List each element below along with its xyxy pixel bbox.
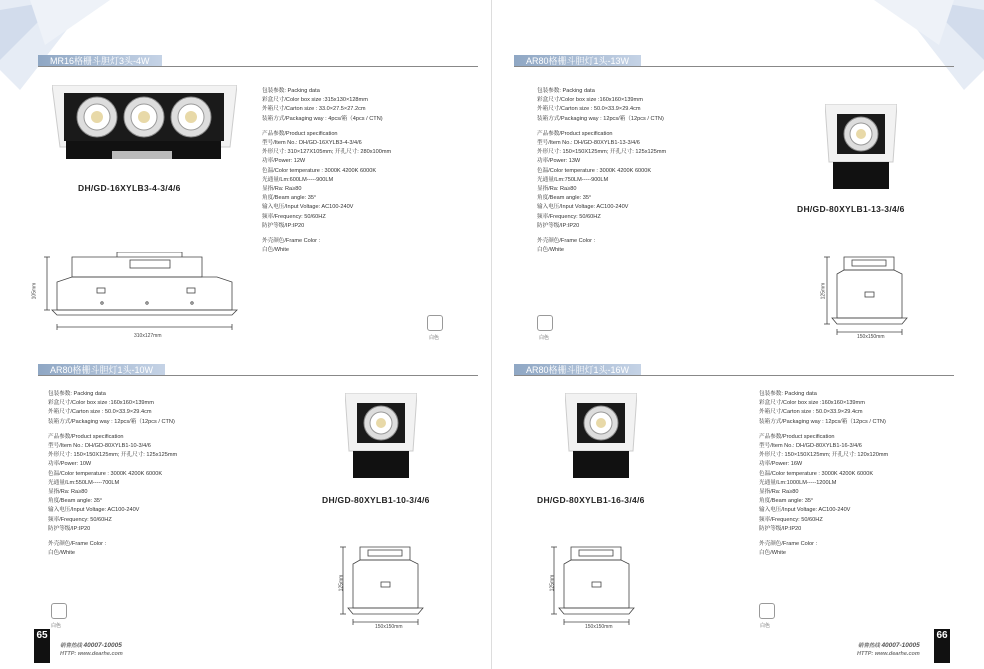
dimension-height: 125mm xyxy=(338,574,345,592)
packing-header: 包装参数: Packing data xyxy=(48,391,106,397)
frequency: 频率/Frequency: 50/60HZ xyxy=(537,213,601,220)
technical-drawing-side xyxy=(822,252,917,337)
footer xyxy=(857,642,920,658)
footer xyxy=(60,642,123,658)
page-number: 65 xyxy=(34,629,50,663)
right-page xyxy=(492,0,984,669)
page-number: 66 xyxy=(934,629,950,663)
beam-angle: 角度/Beam angle: 35° xyxy=(759,498,814,505)
ip-rating: 防护等级/IP:IP20 xyxy=(537,222,580,229)
packing-header: 包装参数: Packing data xyxy=(759,391,817,397)
dimension-height: 105mm xyxy=(31,282,38,300)
fixture-photo-1-head xyxy=(345,393,417,478)
carton-size: 外箱尺寸/Carton size : 50.0×33.9×29.4cm xyxy=(537,106,641,113)
frame-color: 白色/White xyxy=(262,247,290,254)
lumen: 光通量/Lm:750LM-----900LM xyxy=(537,176,609,183)
section-title: AR80格栅斗胆灯1头-16W xyxy=(514,364,641,376)
spec-header: 产品参数/Product specification xyxy=(759,433,835,440)
model-number: DH/GD-80XYLB1-13-3/4/6 xyxy=(797,204,905,214)
dimension-width: 150x150mm xyxy=(585,624,613,630)
frequency: 频率/Frequency: 50/60HZ xyxy=(759,516,823,523)
frame-color: 白色/White xyxy=(48,550,76,557)
frame-color-header: 外壳颜色/Frame Color : xyxy=(759,541,818,548)
frame-color: 白色/White xyxy=(537,247,565,254)
frame-color-header: 外壳颜色/Frame Color : xyxy=(537,238,596,245)
input-voltage: 输入电压/Input Voltage: AC100-240V xyxy=(262,204,354,211)
dimensions: 外形尺寸: 150×150X125mm; 开孔尺寸: 125x125mm xyxy=(48,452,178,459)
frame-color-swatch xyxy=(537,315,553,331)
spec-header: 产品参数/Product specification xyxy=(48,433,124,440)
ra: 显指/Ra: Ra≥80 xyxy=(48,489,88,496)
ra: 显指/Ra: Ra≥80 xyxy=(759,489,799,496)
fixture-photo-1-head xyxy=(565,393,637,478)
decorative-swoosh xyxy=(864,0,984,90)
item-no: 型号/Item No.: DH/GD-80XYLB1-13-3/4/6 xyxy=(537,140,640,147)
frame-color-swatch xyxy=(51,603,67,619)
decorative-swoosh xyxy=(0,0,120,90)
input-voltage: 输入电压/Input Voltage: AC100-240V xyxy=(759,507,851,514)
ra: 显指/Ra: Ra≥80 xyxy=(537,186,577,193)
frame-color-header: 外壳颜色/Frame Color : xyxy=(48,541,107,548)
hotline-label: 销售热线 xyxy=(857,643,880,649)
dimension-height: 125mm xyxy=(549,574,556,592)
frequency: 频率/Frequency: 50/60HZ xyxy=(48,516,112,523)
dimension-width: 310x127mm xyxy=(134,333,162,339)
technical-drawing-side xyxy=(338,542,428,627)
beam-angle: 角度/Beam angle: 35° xyxy=(48,498,103,505)
lumen: 光通量/Lm:600LM-----900LM xyxy=(262,176,334,183)
frame-color-swatch xyxy=(427,315,443,331)
fixture-photo-1-head xyxy=(825,104,897,189)
swatch-label: 白色 xyxy=(429,335,440,341)
ra: 显指/Ra: Ra≥80 xyxy=(262,186,302,193)
fixture-photo-3-head xyxy=(52,85,237,160)
section-rule xyxy=(38,66,478,67)
dimension-width: 150x150mm xyxy=(857,334,885,340)
input-voltage: 输入电压/Input Voltage: AC100-240V xyxy=(537,204,629,211)
swatch-label: 白色 xyxy=(760,623,771,629)
website: HTTP: www.dearhe.com xyxy=(857,651,920,657)
technical-drawing-side xyxy=(549,542,639,627)
dimension-height: 125mm xyxy=(820,282,827,300)
carton-size: 外箱尺寸/Carton size : 50.0×33.9×29.4cm xyxy=(759,409,863,416)
hotline: 40007-10005 xyxy=(881,642,920,649)
packing-header: 包装参数: Packing data xyxy=(537,88,595,94)
item-no: 型号/Item No.: DH/GD-80XYLB1-10-3/4/6 xyxy=(48,443,151,450)
spec-block xyxy=(537,87,666,255)
ip-rating: 防护等级/IP:IP20 xyxy=(262,222,305,229)
lumen: 光通量/Lm:1000LM-----1200LM xyxy=(759,479,837,486)
packaging-way: 装箱方式/Packaging way : 12pcs/箱（12pcs / CTN) xyxy=(759,418,886,425)
frame-color: 白色/White xyxy=(759,550,787,557)
spec-header: 产品参数/Product specification xyxy=(262,130,338,137)
item-no: 型号/Item No.: DH/GD-80XYLB1-16-3/4/6 xyxy=(759,443,862,450)
ip-rating: 防护等级/IP:IP20 xyxy=(48,525,91,532)
packaging-way: 装箱方式/Packaging way : 12pcs/箱（12pcs / CTN) xyxy=(537,115,664,122)
swatch-label: 白色 xyxy=(51,623,62,629)
packing-header: 包装参数: Packing data xyxy=(262,88,320,94)
dimensions: 外形尺寸: 310×127X105mm; 开孔尺寸: 280x100mm xyxy=(262,149,392,156)
carton-size: 外箱尺寸/Carton size : 33.0×27.5×27.2cm xyxy=(262,106,366,113)
spec-block xyxy=(759,390,888,558)
model-number: DH/GD-16XYLB3-4-3/4/6 xyxy=(78,183,181,193)
power: 功率/Power: 10W xyxy=(48,461,92,468)
spec-header: 产品参数/Product specification xyxy=(537,130,613,137)
spec-block xyxy=(48,390,177,558)
frame-color-header: 外壳颜色/Frame Color : xyxy=(262,238,321,245)
dimensions: 外形尺寸: 150×150X125mm; 开孔尺寸: 125x125mm xyxy=(537,149,667,156)
input-voltage: 输入电压/Input Voltage: AC100-240V xyxy=(48,507,140,514)
carton-size: 外箱尺寸/Carton size : 50.0×33.9×29.4cm xyxy=(48,409,152,416)
section-title: AR80格栅斗胆灯1头-13W xyxy=(514,55,641,67)
dimensions: 外形尺寸: 150×150X125mm; 开孔尺寸: 120x120mm xyxy=(759,452,889,459)
ip-rating: 防护等级/IP:IP20 xyxy=(759,525,802,532)
color-temperature: 色温/Color temperature : 3000K 4200K 6000K xyxy=(48,470,163,477)
swatch-label: 白色 xyxy=(539,335,550,341)
power: 功率/Power: 13W xyxy=(537,158,581,165)
model-number: DH/GD-80XYLB1-16-3/4/6 xyxy=(537,495,645,505)
hotline-label: 销售热线 xyxy=(60,643,83,649)
color-box-size: 彩盒尺寸/Color box size :315x130×128mm xyxy=(262,97,368,104)
dimension-width: 150x150mm xyxy=(375,624,403,630)
spec-block xyxy=(262,87,391,255)
section-rule xyxy=(514,375,954,376)
item-no: 型号/Item No.: DH/GD-16XYLB3-4-3/4/6 xyxy=(262,140,362,147)
website: HTTP: www.dearhe.com xyxy=(60,651,123,657)
packaging-way: 装箱方式/Packaging way : 4pcs/箱（4pcs / CTN) xyxy=(262,115,383,122)
section-rule xyxy=(38,375,478,376)
color-temperature: 色温/Color temperature : 3000K 4200K 6000K xyxy=(262,167,377,174)
section-title: AR80格栅斗胆灯1头-10W xyxy=(38,364,165,376)
power: 功率/Power: 12W xyxy=(262,158,306,165)
color-temperature: 色温/Color temperature : 3000K 4200K 6000K xyxy=(759,470,874,477)
power: 功率/Power: 16W xyxy=(759,461,803,468)
color-box-size: 彩盒尺寸/Color box size :160x160×139mm xyxy=(48,400,154,407)
hotline: 40007-10005 xyxy=(83,642,122,649)
section-title: MR16格栅斗胆灯3头-4W xyxy=(38,55,162,67)
lumen: 光通量/Lm:550LM-----700LM xyxy=(48,479,120,486)
beam-angle: 角度/Beam angle: 35° xyxy=(262,195,317,202)
section-rule xyxy=(514,66,954,67)
frame-color-swatch xyxy=(759,603,775,619)
model-number: DH/GD-80XYLB1-10-3/4/6 xyxy=(322,495,430,505)
technical-drawing-side xyxy=(42,252,242,342)
beam-angle: 角度/Beam angle: 35° xyxy=(537,195,592,202)
frequency: 频率/Frequency: 50/60HZ xyxy=(262,213,326,220)
color-box-size: 彩盒尺寸/Color box size :160x160×139mm xyxy=(759,400,865,407)
color-box-size: 彩盒尺寸/Color box size :160x160×139mm xyxy=(537,97,643,104)
color-temperature: 色温/Color temperature : 3000K 4200K 6000K xyxy=(537,167,652,174)
packaging-way: 装箱方式/Packaging way : 12pcs/箱（12pcs / CTN) xyxy=(48,418,175,425)
